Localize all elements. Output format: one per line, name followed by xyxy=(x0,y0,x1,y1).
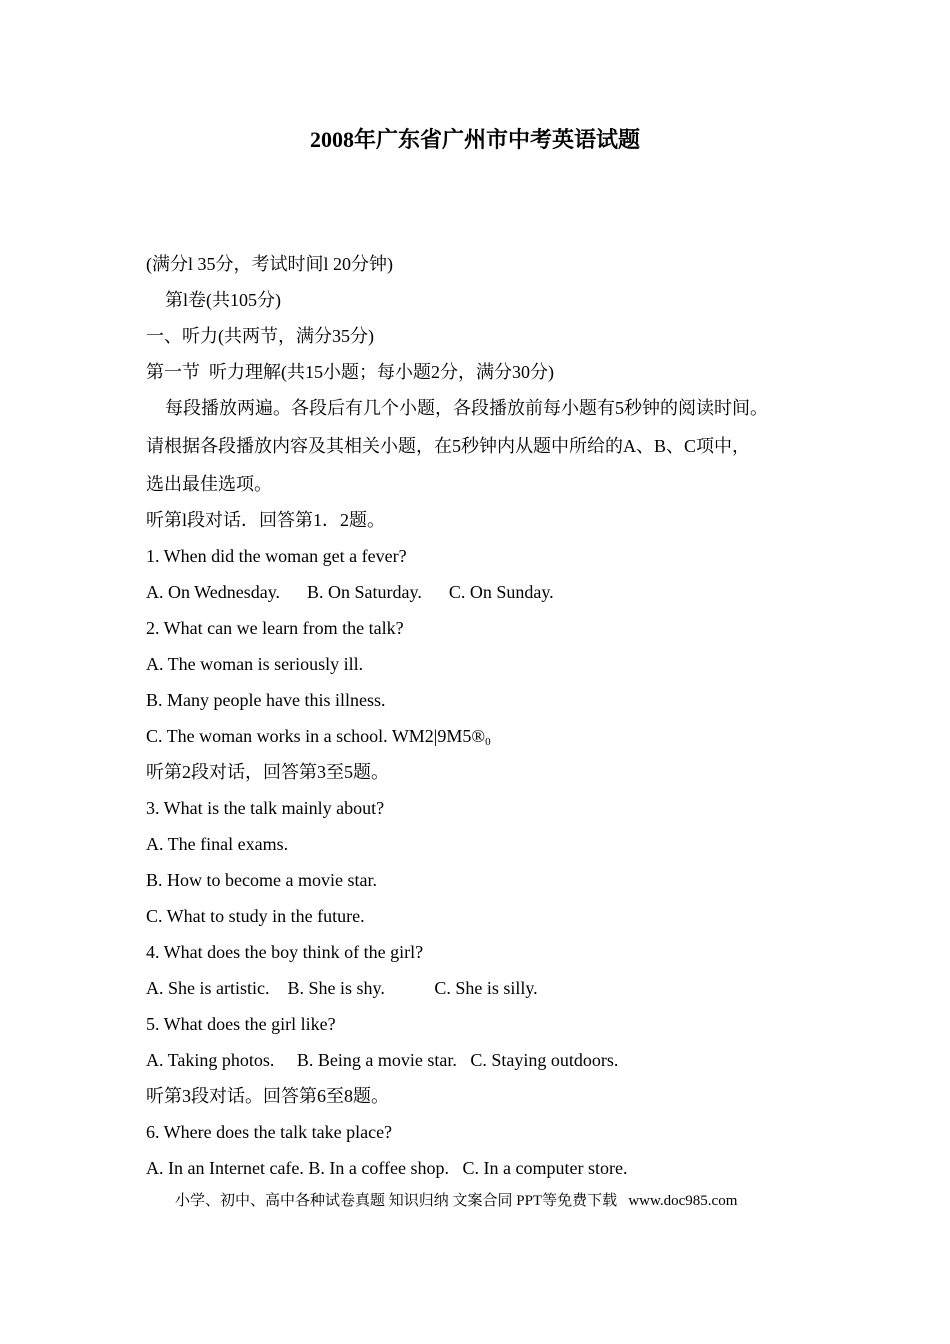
page-title: 2008年广东省广州市中考英语试题 xyxy=(309,127,640,152)
answer-options: A. In an Internet cafe. B. In a coffee shop. C. In a computer store. xyxy=(146,1158,628,1178)
question-text: 1. When did the woman get a fever? xyxy=(146,546,407,566)
dialogue-heading: 听第3段对话。回答第6至8题。 xyxy=(146,1086,389,1106)
answer-option: B. How to become a movie star. xyxy=(146,870,377,890)
answer-option-text: C. The woman works in a school. WM2|9M5® xyxy=(146,726,486,746)
dialogue-heading: 听第l段对话．回答第1．2题。 xyxy=(146,510,385,530)
section-heading: 第l卷(共105分) xyxy=(165,290,281,310)
dialogue-heading: 听第2段对话，回答第3至5题。 xyxy=(146,762,389,782)
answer-options: A. Taking photos. B. Being a movie star. C. Staying outdoors. xyxy=(146,1050,619,1070)
instruction-line: 每段播放两遍。各段后有几个小题，各段播放前每小题有5秒钟的阅读时间。 xyxy=(165,398,768,418)
answer-options: A. She is artistic. B. She is shy. C. She is silly. xyxy=(146,978,538,998)
subsection-heading: 第一节 听力理解(共15小题；每小题2分，满分30分) xyxy=(146,362,554,382)
answer-option xyxy=(146,724,491,748)
question-text: 4. What does the boy think of the girl? xyxy=(146,942,424,962)
question-text: 6. Where does the talk take place? xyxy=(146,1122,393,1142)
part-heading: 一、听力(共两节，满分35分) xyxy=(146,326,374,346)
answer-option: B. Many people have this illness. xyxy=(146,690,386,710)
question-text: 3. What is the talk mainly about? xyxy=(146,798,385,818)
answer-option: A. The final exams. xyxy=(146,834,289,854)
answer-options: A. On Wednesday. B. On Saturday. C. On Sunday. xyxy=(146,582,554,602)
instruction-line: 请根据各段播放内容及其相关小题，在5秒钟内从题中所给的A、B、C项中， xyxy=(146,436,751,456)
question-text: 2. What can we learn from the talk? xyxy=(146,618,404,638)
exam-info-line: (满分l 35分，考试时间l 20分钟) xyxy=(146,254,393,274)
answer-option: C. What to study in the future. xyxy=(146,906,365,926)
instruction-line: 选出最佳选项。 xyxy=(146,474,272,494)
question-text: 5. What does the girl like? xyxy=(146,1014,336,1034)
answer-option: A. The woman is seriously ill. xyxy=(146,654,364,674)
page-footer: 小学、初中、高中各种试卷真题 知识归纳 文案合同 PPT等免费下载 www.doc985.com xyxy=(175,1193,738,1209)
answer-option-subscript: 0 xyxy=(485,736,491,748)
